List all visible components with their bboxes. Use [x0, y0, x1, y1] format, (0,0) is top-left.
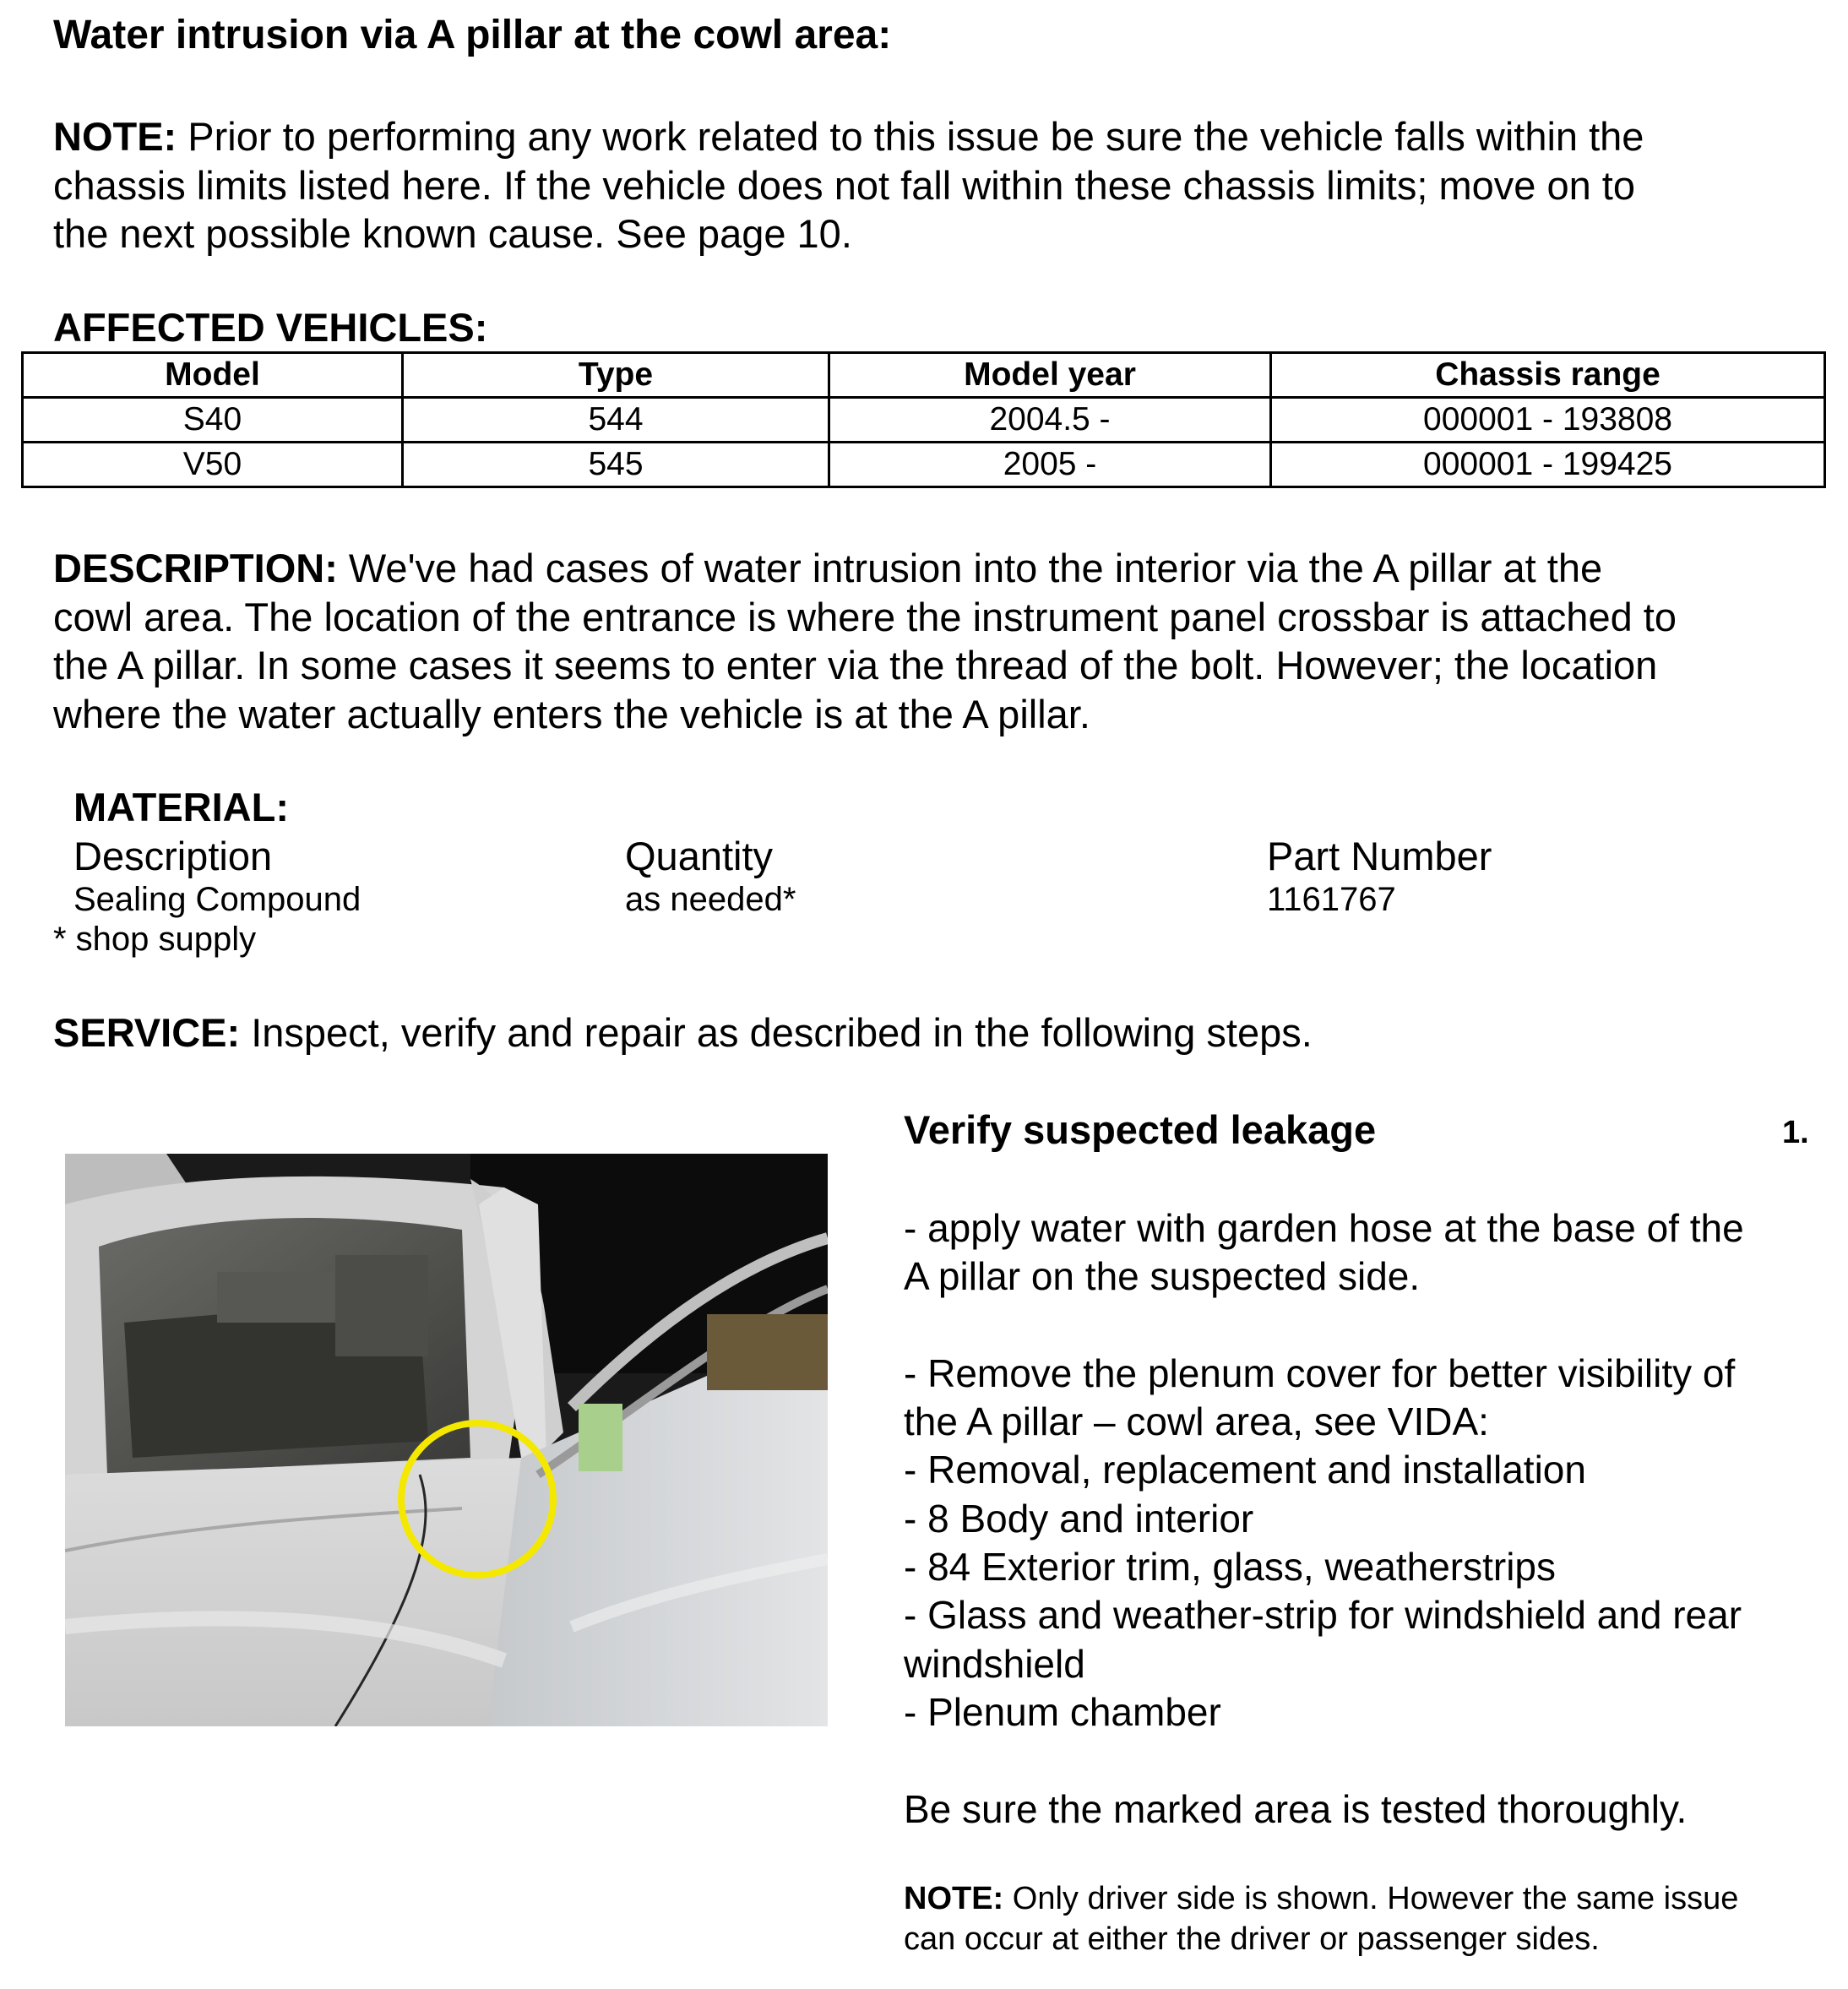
- column-header: Chassis range: [1271, 353, 1825, 398]
- material-footnote: * shop supply: [53, 921, 257, 958]
- description-line: We've had cases of water intrusion into the interior via the A pillar at the: [337, 546, 1603, 590]
- step-line: Be sure the marked area is tested thoroughly.: [904, 1786, 1688, 1831]
- material-description-value: Sealing Compound: [73, 881, 361, 918]
- step-spacer: [904, 1302, 1833, 1350]
- note-line: chassis limits listed here. If the vehicle does not fall within these chassis limits; move on to: [53, 162, 1635, 208]
- material-column-description: Description: [73, 834, 273, 878]
- table-cell: 000001 - 193808: [1271, 398, 1825, 443]
- table-row: [23, 443, 1825, 487]
- column-header: Model: [23, 353, 403, 398]
- table-cell: 2005 -: [829, 443, 1271, 487]
- table-cell: V50: [23, 443, 403, 487]
- description-line: cowl area. The location of the entrance is where the instrument panel crossbar is attached to: [53, 594, 1677, 639]
- description-label: DESCRIPTION:: [53, 546, 338, 590]
- page-title: Water intrusion via A pillar at the cowl area:: [53, 13, 892, 57]
- note-line: Prior to performing any work related to this issue be sure the vehicle falls within the: [177, 114, 1644, 159]
- step-line: - 8 Body and interior: [904, 1496, 1254, 1541]
- description-line: the A pillar. In some cases it seems to enter via the thread of the bolt. However; the location: [53, 643, 1658, 687]
- material-part-number-value: 1161767: [1267, 881, 1396, 918]
- service-paragraph: [53, 1009, 1313, 1056]
- step-note-line: Only driver side is shown. However the same issue: [1003, 1881, 1739, 1916]
- step-line: windshield: [904, 1641, 1085, 1686]
- a-pillar-photo: [65, 1154, 828, 1726]
- step-line: - Remove the plenum cover for better visibility of: [904, 1350, 1736, 1395]
- table-cell: 545: [403, 443, 829, 487]
- step-instructions: [904, 1204, 1833, 1834]
- affected-vehicles-heading: AFFECTED VEHICLES:: [53, 305, 488, 350]
- column-header: Type: [403, 353, 829, 398]
- service-label: SERVICE:: [53, 1010, 241, 1055]
- table-cell: S40: [23, 398, 403, 443]
- step-line: - Plenum chamber: [904, 1689, 1221, 1734]
- step-note-label: NOTE:: [904, 1881, 1004, 1916]
- table-cell: 000001 - 199425: [1271, 443, 1825, 487]
- material-quantity-value: as needed*: [625, 881, 796, 918]
- description-line: where the water actually enters the vehicle is at the A pillar.: [53, 691, 1090, 736]
- table-cell: 2004.5 -: [829, 398, 1271, 443]
- material-column-quantity: Quantity: [625, 834, 774, 878]
- material-column-part-number: Part Number: [1267, 834, 1492, 878]
- table-header-row: [23, 353, 1825, 398]
- step-number: 1.: [1782, 1115, 1809, 1150]
- step-line: A pillar on the suspected side.: [904, 1254, 1421, 1299]
- material-heading: MATERIAL:: [73, 785, 289, 829]
- note-paragraph: [53, 112, 1810, 258]
- step-line: - 84 Exterior trim, glass, weatherstrips: [904, 1545, 1557, 1590]
- table-row: [23, 398, 1825, 443]
- step-line: - Removal, replacement and installation: [904, 1448, 1586, 1492]
- note-label: NOTE:: [53, 114, 177, 159]
- note-line: the next possible known cause. See page 10.: [53, 211, 852, 256]
- description-paragraph: [53, 544, 1810, 738]
- step-note-line: can occur at either the driver or passenger sides.: [904, 1921, 1600, 1957]
- step-line: - Glass and weather-strip for windshield and rear: [904, 1593, 1742, 1638]
- step-line: - apply water with garden hose at the base of the: [904, 1206, 1744, 1250]
- table-cell: 544: [403, 398, 829, 443]
- step-note: [904, 1878, 1841, 1959]
- service-text: Inspect, verify and repair as described in the following steps.: [240, 1010, 1313, 1055]
- affected-vehicles-table: [21, 351, 1826, 488]
- step-line: the A pillar – cowl area, see VIDA:: [904, 1399, 1489, 1444]
- column-header: Model year: [829, 353, 1271, 398]
- step-title: Verify suspected leakage: [904, 1107, 1377, 1152]
- step-spacer: [904, 1736, 1833, 1785]
